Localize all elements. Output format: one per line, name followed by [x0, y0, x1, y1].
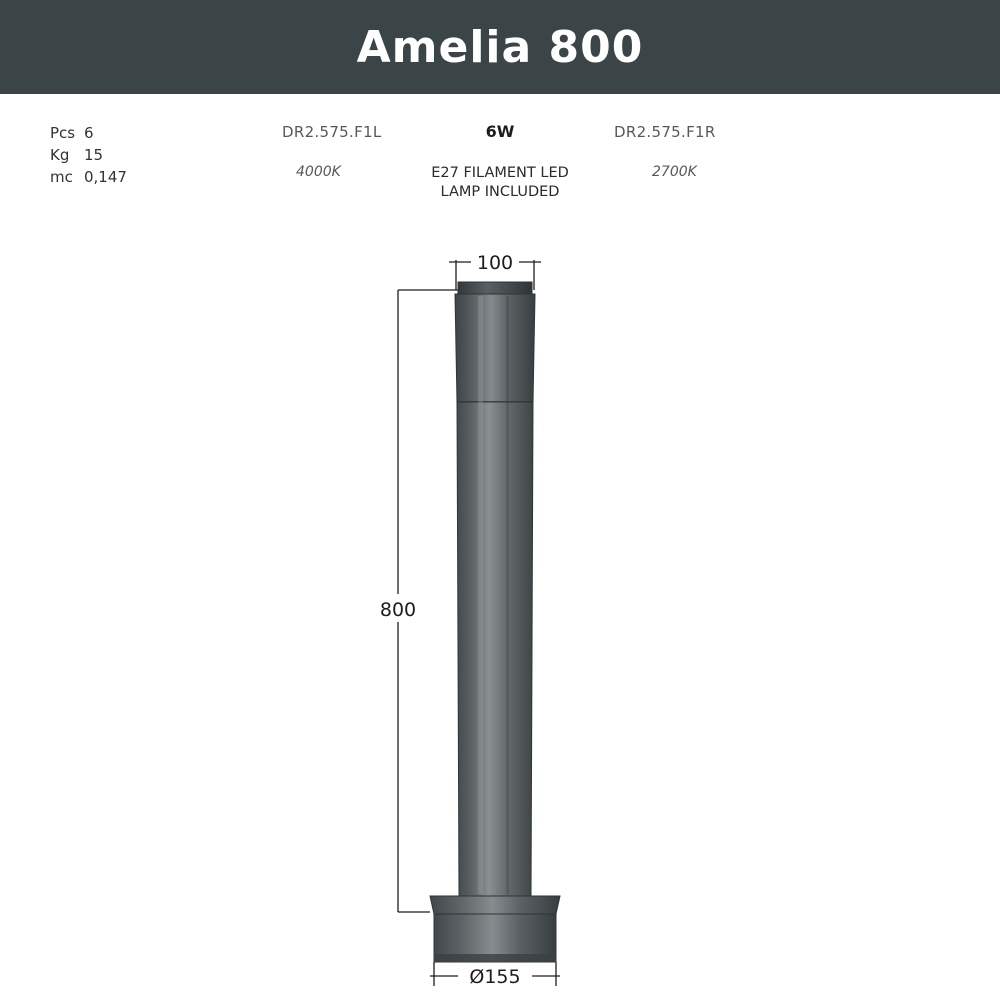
- bollard-fixture: [430, 282, 560, 962]
- page-title: Amelia 800: [356, 21, 644, 73]
- lamp-note: [0, 164, 1000, 202]
- packaging-mc-label: mc: [50, 168, 73, 186]
- dimension-height: [370, 290, 458, 912]
- lamp-note-line1: E27 FILAMENT LED: [431, 165, 569, 181]
- dimension-base-diameter-text: Ø155: [469, 966, 521, 988]
- packaging-kg-label: Kg: [50, 146, 70, 164]
- dimension-base-diameter: [430, 962, 560, 988]
- product-code-right: DR2.575.F1R: [614, 123, 716, 141]
- page-header: [0, 0, 1000, 94]
- lamp-note-line2: LAMP INCLUDED: [440, 184, 560, 200]
- packaging-pcs-label: Pcs: [50, 124, 76, 142]
- wattage-label: 6W: [485, 122, 515, 141]
- packaging-kg: [50, 144, 127, 166]
- packaging-kg-value: 15: [84, 146, 104, 164]
- packaging-mc-value: 0,147: [84, 168, 127, 186]
- color-temperature-right: 2700K: [652, 164, 697, 180]
- spec-row: [0, 94, 1000, 224]
- dimension-height-text: 800: [379, 599, 417, 621]
- product-code-left: DR2.575.F1L: [282, 123, 382, 141]
- technical-drawing: [0, 224, 1000, 992]
- packaging-pcs-value: 6: [84, 124, 94, 142]
- dimension-top-width-text: 100: [476, 252, 514, 274]
- color-temperature-left: 4000K: [296, 164, 341, 180]
